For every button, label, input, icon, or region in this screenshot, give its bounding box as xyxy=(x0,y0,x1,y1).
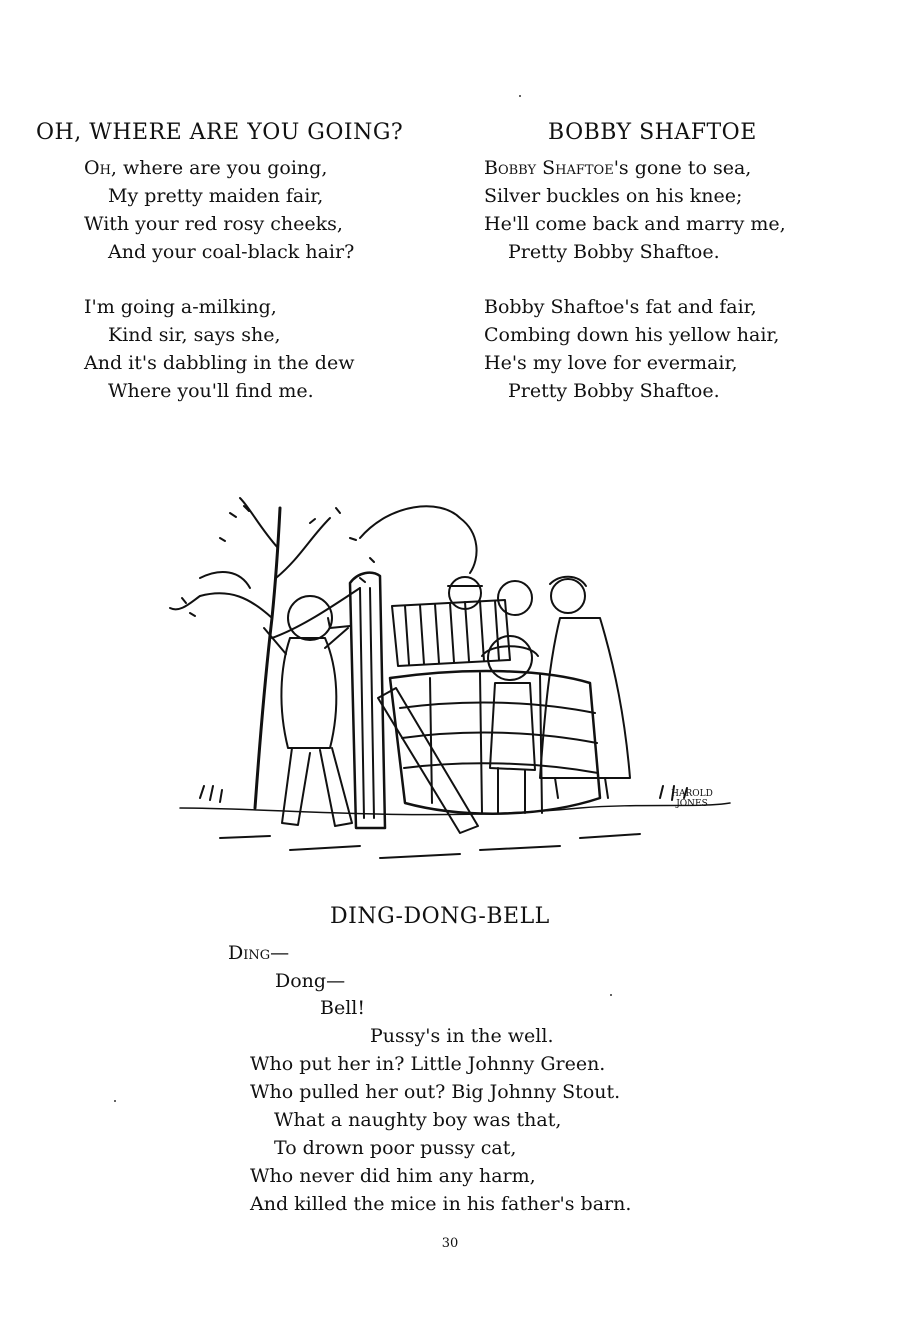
poem-line: Pretty Bobby Shaftoe. xyxy=(508,241,720,263)
print-speck xyxy=(519,95,521,97)
poem-line xyxy=(84,159,327,178)
poem-line: He's my love for evermair, xyxy=(484,352,738,374)
well-illustration xyxy=(160,478,740,878)
poem-title-oh-where-are-you-going: OH, WHERE ARE YOU GOING? xyxy=(36,120,404,145)
poem-line: And it's dabbling in the dew xyxy=(84,352,355,374)
poem-line: Silver buckles on his knee; xyxy=(484,185,743,207)
page-number: 30 xyxy=(441,1236,459,1251)
poem-line: He'll come back and marry me, xyxy=(484,213,786,235)
drop-word: Bobby Shaftoe xyxy=(484,157,614,179)
poem-line: With your red rosy cheeks, xyxy=(84,213,343,235)
poem-line: Where you'll find me. xyxy=(108,380,314,402)
poem-line: Kind sir, says she, xyxy=(108,324,281,346)
poem-line: Bell! xyxy=(320,997,365,1019)
poem-line: What a naughty boy was that, xyxy=(274,1109,562,1131)
poem-line: Bobby Shaftoe's fat and fair, xyxy=(484,296,757,318)
poem-line: Pussy's in the well. xyxy=(370,1025,554,1047)
poem-line: Who never did him any harm, xyxy=(250,1165,536,1187)
poem-title-bobby-shaftoe: BOBBY SHAFTOE xyxy=(548,120,757,145)
poem-line: My pretty maiden fair, xyxy=(108,185,324,207)
poem-title-ding-dong-bell: DING-DONG-BELL xyxy=(330,904,550,929)
poem-line xyxy=(484,159,751,178)
illustrator-signature: HAROLD JONES xyxy=(671,789,713,809)
poem-line: Who pulled her out? Big Johnny Stout. xyxy=(250,1081,621,1103)
poem-line: Who put her in? Little Johnny Green. xyxy=(250,1053,606,1075)
poem-line: Dong— xyxy=(275,970,346,992)
line-rest: 's gone to sea, xyxy=(613,157,752,179)
line-rest: , where are you going, xyxy=(110,157,328,179)
print-speck xyxy=(610,994,612,996)
poem-line: Pretty Bobby Shaftoe. xyxy=(508,380,720,402)
poem-line: Combing down his yellow hair, xyxy=(484,324,780,346)
poem-line: I'm going a-milking, xyxy=(84,296,277,318)
poem-line: To drown poor pussy cat, xyxy=(274,1137,517,1159)
print-speck xyxy=(114,1100,116,1102)
drop-word: Oh xyxy=(84,157,111,179)
poem-line: And your coal-black hair? xyxy=(108,241,355,263)
poem-line: Ding— xyxy=(228,942,290,964)
poem-line: And killed the mice in his father's barn. xyxy=(250,1193,632,1215)
